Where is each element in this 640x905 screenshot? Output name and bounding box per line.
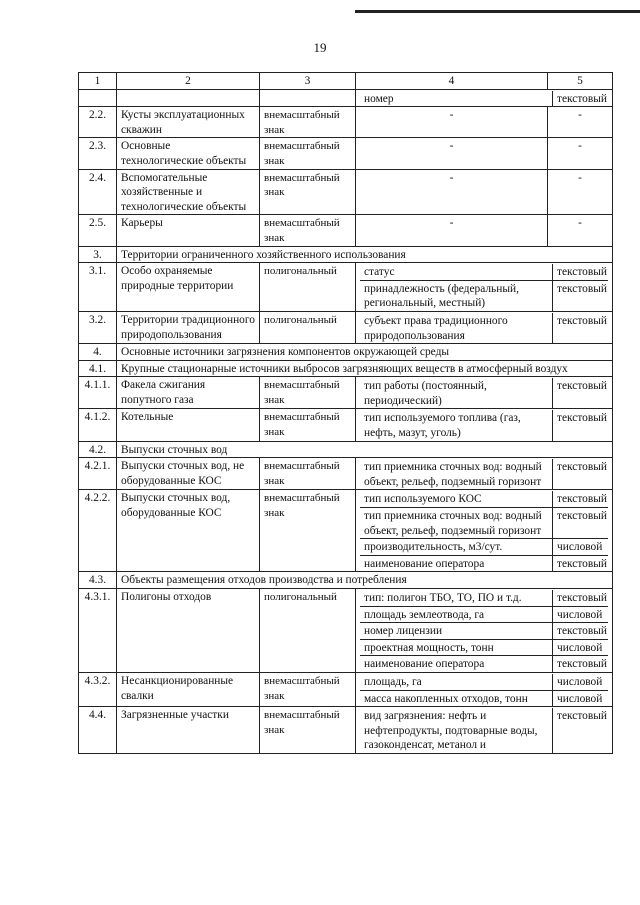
attribute-name: наименование оператора <box>360 656 553 672</box>
attribute-row <box>360 491 608 507</box>
attribute-row <box>360 508 608 539</box>
row-number: 4.1.2. <box>79 409 117 441</box>
attribute-dash: - <box>356 169 548 215</box>
attributes-cell <box>356 377 613 409</box>
attributes-table <box>360 674 608 706</box>
attribute-type: текстовый <box>553 264 609 280</box>
row-number: 2.2. <box>79 107 117 138</box>
row-number: 3.1. <box>79 263 117 312</box>
attributes-cell <box>356 707 613 754</box>
attribute-row <box>360 459 608 489</box>
object-name: Кусты эксплуатационных скважин <box>117 107 260 138</box>
row-number: 4.1. <box>79 360 117 377</box>
header-col-2: 2 <box>117 73 260 90</box>
symbol-type: полигональный <box>260 589 356 673</box>
attributes-cell <box>356 89 613 107</box>
object-name: Факела сжигания попутного газа <box>117 377 260 409</box>
table-row <box>79 89 613 107</box>
row-number: 4.1.1. <box>79 377 117 409</box>
attribute-type: текстовый <box>553 459 609 489</box>
section-row <box>79 441 613 458</box>
header-col-5: 5 <box>548 73 613 90</box>
attribute-row <box>360 410 608 440</box>
symbol-type: внемасштабный знак <box>260 490 356 572</box>
header-col-3: 3 <box>260 73 356 90</box>
symbol-type: внемасштабный знак <box>260 707 356 754</box>
attribute-row <box>360 590 608 606</box>
table-row <box>79 707 613 754</box>
table-row <box>79 490 613 572</box>
row-number: 4.2.1. <box>79 458 117 490</box>
object-name: Полигоны отходов <box>117 589 260 673</box>
attribute-name: тип: полигон ТБО, ТО, ПО и т.д. <box>360 590 553 606</box>
attribute-type: текстовый <box>553 555 609 571</box>
attribute-type: числовой <box>553 690 609 706</box>
symbol-type: внемасштабный знак <box>260 138 356 169</box>
object-name: Котельные <box>117 409 260 441</box>
table-row <box>79 311 613 343</box>
attributes-cell <box>356 490 613 572</box>
header-row <box>79 73 613 90</box>
attribute-row <box>360 555 608 571</box>
row-number: 4.4. <box>79 707 117 754</box>
attributes-table <box>360 264 608 311</box>
attributes-table <box>360 590 608 672</box>
attributes-table <box>360 378 608 408</box>
attribute-type: числовой <box>553 606 609 623</box>
attribute-name: площадь землеотвода, га <box>360 606 553 623</box>
section-title: Выпуски сточных вод <box>117 441 613 458</box>
table-row <box>79 377 613 409</box>
header-col-1: 1 <box>79 73 117 90</box>
attribute-name: номер <box>360 91 553 107</box>
symbol-type: внемасштабный знак <box>260 215 356 246</box>
object-name: Выпуски сточных вод, оборудованные КОС <box>117 490 260 572</box>
symbol-type: внемасштабный знак <box>260 377 356 409</box>
table-row <box>79 138 613 169</box>
attribute-name: тип работы (постоянный, периодический) <box>360 378 553 408</box>
attribute-type: текстовый <box>553 280 609 311</box>
section-title: Объекты размещения отходов производства и потребления <box>117 572 613 589</box>
section-row <box>79 572 613 589</box>
attribute-name: площадь, га <box>360 674 553 690</box>
symbol-type: внемасштабный знак <box>260 107 356 138</box>
attribute-row <box>360 708 608 753</box>
row-number: 4. <box>79 344 117 361</box>
row-number: 3.2. <box>79 311 117 343</box>
attribute-row <box>360 539 608 556</box>
row-number <box>79 89 117 107</box>
row-number: 4.3.2. <box>79 672 117 706</box>
attribute-row <box>360 690 608 706</box>
type-dash: - <box>548 107 613 138</box>
attributes-cell <box>356 672 613 706</box>
section-title: Территории ограниченного хозяйственного использования <box>117 246 613 263</box>
attribute-name: тип приемника сточных вод: водный объект, рельеф, подземный горизонт <box>360 508 553 539</box>
attribute-dash: - <box>356 107 548 138</box>
symbol-type: внемасштабный знак <box>260 169 356 215</box>
attribute-type: текстовый <box>553 590 609 606</box>
attribute-name: принадлежность (федеральный, региональный, местный) <box>360 280 553 311</box>
section-row <box>79 344 613 361</box>
attribute-name: проектная мощность, тонн <box>360 639 553 656</box>
table-row <box>79 263 613 312</box>
row-number: 3. <box>79 246 117 263</box>
row-number: 2.3. <box>79 138 117 169</box>
object-name: Основные технологические объекты <box>117 138 260 169</box>
attribute-type: текстовый <box>553 91 609 107</box>
attribute-row <box>360 639 608 656</box>
object-name: Особо охраняемые природные территории <box>117 263 260 312</box>
object-name: Загрязненные участки <box>117 707 260 754</box>
attribute-row <box>360 674 608 690</box>
attribute-name: наименование оператора <box>360 555 553 571</box>
header-col-4: 4 <box>356 73 548 90</box>
table-row <box>79 215 613 246</box>
attribute-type: числовой <box>553 539 609 556</box>
attribute-name: субъект права традиционного природопользования <box>360 313 553 343</box>
attribute-name: статус <box>360 264 553 280</box>
type-dash: - <box>548 215 613 246</box>
attributes-table <box>360 313 608 343</box>
attribute-name: тип приемника сточных вод: водный объект, рельеф, подземный горизонт <box>360 459 553 489</box>
attribute-dash: - <box>356 138 548 169</box>
attribute-type: текстовый <box>553 313 609 343</box>
object-name: Выпуски сточных вод, не оборудованные КОС <box>117 458 260 490</box>
attribute-type: числовой <box>553 674 609 690</box>
section-title: Основные источники загрязнения компонентов окружающей среды <box>117 344 613 361</box>
table-body <box>79 89 613 753</box>
symbol-type: внемасштабный знак <box>260 409 356 441</box>
attributes-cell <box>356 458 613 490</box>
table-row <box>79 458 613 490</box>
attribute-name: тип используемого топлива (газ, нефть, мазут, уголь) <box>360 410 553 440</box>
symbol-type <box>260 89 356 107</box>
attributes-cell <box>356 311 613 343</box>
attributes-table <box>360 708 608 753</box>
attributes-cell <box>356 263 613 312</box>
attribute-type: текстовый <box>553 378 609 408</box>
section-row <box>79 246 613 263</box>
attribute-row <box>360 656 608 672</box>
symbol-type: полигональный <box>260 311 356 343</box>
attribute-name: тип используемого КОС <box>360 491 553 507</box>
attribute-row <box>360 264 608 280</box>
table-row <box>79 589 613 673</box>
attribute-type: текстовый <box>553 623 609 640</box>
attribute-row <box>360 378 608 408</box>
table-row <box>79 409 613 441</box>
attribute-name: вид загрязнения: нефть и нефтепродукты, подтоварные воды, газоконденсат, метанол и <box>360 708 553 753</box>
attribute-type: текстовый <box>553 508 609 539</box>
attributes-table <box>360 491 608 571</box>
attribute-type: текстовый <box>553 491 609 507</box>
symbol-type: внемасштабный знак <box>260 672 356 706</box>
classifier-table <box>78 72 613 754</box>
attribute-row <box>360 606 608 623</box>
attributes-cell <box>356 409 613 441</box>
row-number: 4.2. <box>79 441 117 458</box>
table-row <box>79 107 613 138</box>
section-title: Крупные стационарные источники выбросов загрязняющих веществ в атмосферный воздух <box>117 360 613 377</box>
object-name: Вспомогательные хозяйственные и технологические объекты <box>117 169 260 215</box>
attribute-name: производительность, м3/сут. <box>360 539 553 556</box>
row-number: 2.4. <box>79 169 117 215</box>
object-name: Карьеры <box>117 215 260 246</box>
table-row <box>79 169 613 215</box>
object-name: Территории традиционного природопользования <box>117 311 260 343</box>
type-dash: - <box>548 138 613 169</box>
page-number: 19 <box>313 40 327 55</box>
attribute-type: текстовый <box>553 708 609 753</box>
attribute-row <box>360 91 608 107</box>
symbol-type: полигональный <box>260 263 356 312</box>
object-name <box>117 89 260 107</box>
attribute-type: числовой <box>553 639 609 656</box>
attribute-row <box>360 280 608 311</box>
attributes-table <box>360 459 608 489</box>
attribute-row <box>360 623 608 640</box>
attribute-type: текстовый <box>553 410 609 440</box>
row-number: 4.2.2. <box>79 490 117 572</box>
attribute-name: масса накопленных отходов, тонн <box>360 690 553 706</box>
table-row <box>79 672 613 706</box>
attributes-table <box>360 91 608 107</box>
attributes-cell <box>356 589 613 673</box>
type-dash: - <box>548 169 613 215</box>
top-rule <box>355 10 640 13</box>
attribute-name: номер лицензии <box>360 623 553 640</box>
row-number: 2.5. <box>79 215 117 246</box>
attributes-table <box>360 410 608 440</box>
row-number: 4.3. <box>79 572 117 589</box>
attribute-row <box>360 313 608 343</box>
attribute-type: текстовый <box>553 656 609 672</box>
symbol-type: внемасштабный знак <box>260 458 356 490</box>
attribute-dash: - <box>356 215 548 246</box>
section-row <box>79 360 613 377</box>
row-number: 4.3.1. <box>79 589 117 673</box>
object-name: Несанкционированные свалки <box>117 672 260 706</box>
